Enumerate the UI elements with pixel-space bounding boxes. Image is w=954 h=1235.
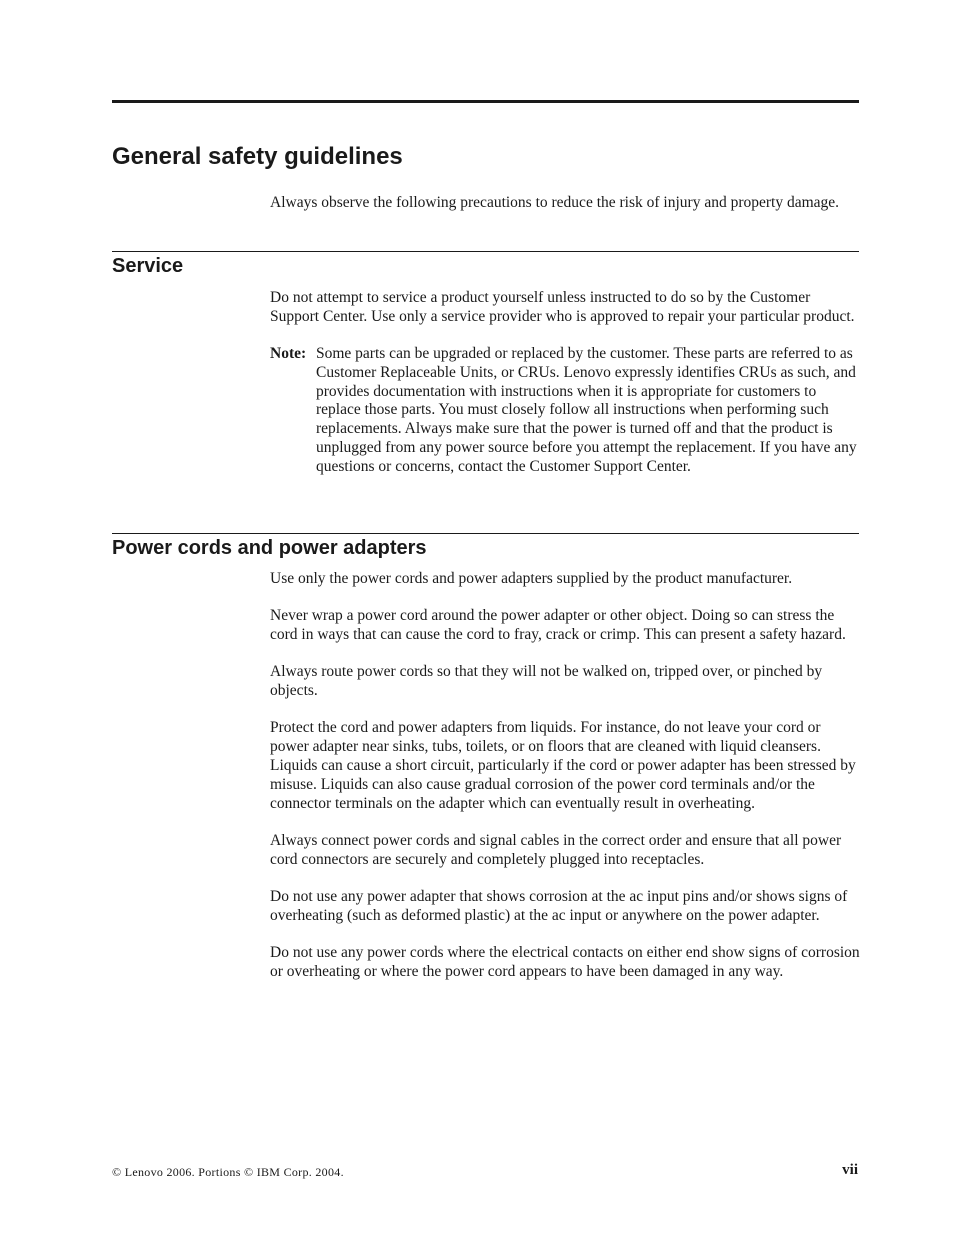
top-rule <box>112 100 859 103</box>
power-rule <box>112 533 859 534</box>
note-label: Note: <box>270 345 307 363</box>
page-title: General safety guidelines <box>112 143 403 170</box>
power-paragraph: Never wrap a power cord around the power adapter or other object. Doing so can stress the cord in ways that can cause the cord to fray, crack or crimp. This can present a safety hazard. <box>270 607 846 644</box>
power-paragraph: Always connect power cords and signal cables in the correct order and ensure that all power cord connectors are securely and completely plugged into receptacles. <box>270 831 842 868</box>
intro-block <box>270 194 862 231</box>
power-paragraph: Protect the cord and power adapters from liquids. For instance, do not leave your cord or power adapter near sinks, tubs, toilets, or on floors that are cleaned with liquid cleansers. Liquids can cause a short circuit, particularly if the cord or power adapter has been stressed by misuse. Liquids can also cause gradual corrosion of the power cord terminals and/or the connector terminals on the adapter which can eventually result in overheating. <box>270 719 856 812</box>
service-rule <box>112 251 859 252</box>
power-paragraph: Always route power cords so that they will not be walked on, tripped over, or pinched by objects. <box>270 663 823 700</box>
power-paragraph: Do not use any power adapter that shows corrosion at the ac input pins and/or shows signs of overheating (such as deformed plastic) at the ac input or anywhere on the power adapter. <box>270 888 848 924</box>
power-heading: Power cords and power adapters <box>112 537 427 559</box>
power-paragraph: Use only the power cords and power adapters supplied by the product manufacturer. <box>270 570 793 587</box>
service-paragraph: Do not attempt to service a product yourself unless instructed to do so by the Customer Support Center. Use only a service provider who is approved to repair your particular product. <box>270 289 855 325</box>
power-section <box>270 570 862 1000</box>
footer-copyright: © Lenovo 2006. Portions © IBM Corp. 2004. <box>112 1165 344 1179</box>
service-note <box>270 345 862 477</box>
service-heading: Service <box>112 255 184 277</box>
page-number: vii <box>842 1162 858 1178</box>
power-paragraph: Do not use any power cords where the electrical contacts on either end show signs of corrosion or overheating or where the power cord appears to have been damaged in any way. <box>270 944 860 980</box>
intro-paragraph: Always observe the following precautions to reduce the risk of injury and property damage. <box>270 194 840 211</box>
note-text: Some parts can be upgraded or replaced by the customer. These parts are referred to as Customer Replaceable Units, or CRUs. Lenovo expressly identifies CRUs as such, and provides documentation with instructions when it is appropriate for customers to replace those parts. You must closely follow all instructions when performing such replacements. Always make sure that the power is turned off and that the product is unplugged from any power source before you attempt the replacement. If you have any questions or concerns, contact the Customer Support Center. <box>316 345 857 475</box>
service-section <box>270 289 862 477</box>
